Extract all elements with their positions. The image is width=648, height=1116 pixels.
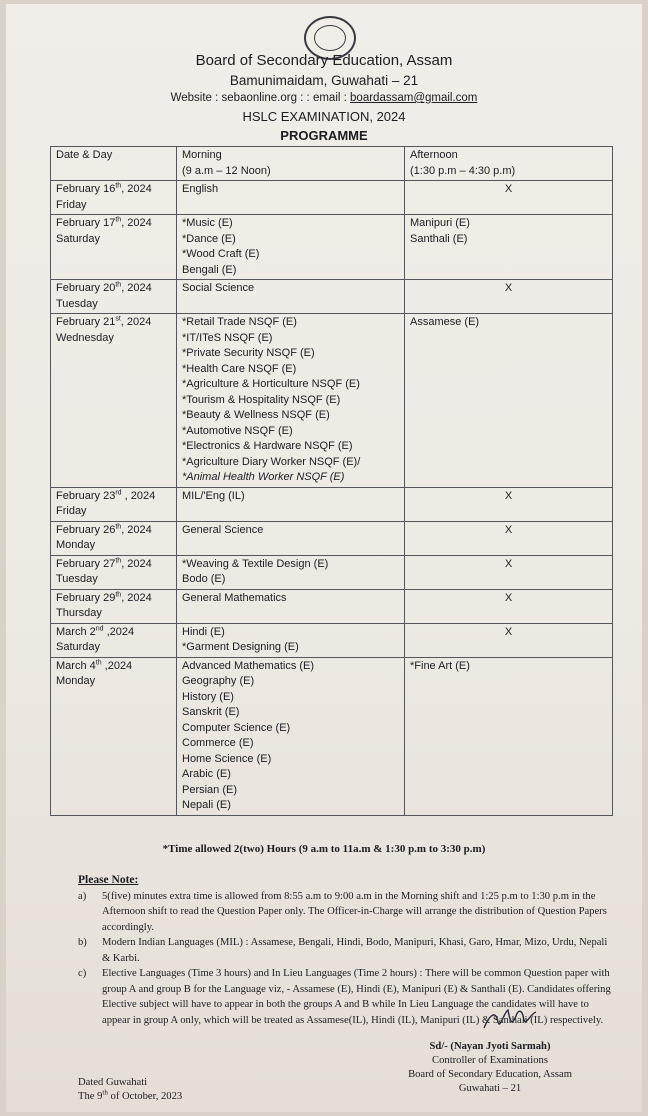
table-row [51, 589, 613, 623]
handwritten-signature [480, 1004, 540, 1034]
subject-item: Santhali (E) [410, 232, 468, 245]
no-exam-mark: X [504, 523, 513, 536]
col-morning-header: Morning (9 a.m – 12 Noon) [177, 147, 405, 181]
subject-item: Persian (E) [182, 783, 238, 796]
no-exam-mark: X [504, 489, 513, 502]
subject-item: *IT/ITeS NSQF (E) [182, 331, 273, 344]
morning-cell [177, 487, 405, 521]
date-cell: February 20th, 2024 Tuesday [51, 280, 177, 314]
afternoon-cell [405, 487, 613, 521]
subject-item: Hindi (E) [182, 625, 225, 638]
subject-item: *Electronics & Hardware NSQF (E) [182, 440, 353, 452]
morning-cell [177, 215, 405, 280]
signatory-place: Guwahati – 21 [458, 1083, 522, 1094]
subject-item: English [182, 183, 219, 195]
afternoon-cell [405, 280, 613, 314]
subject-item: *Fine Art (E) [410, 659, 470, 672]
date-cell: February 27th, 2024 Tuesday [51, 555, 177, 589]
table-row [51, 280, 613, 314]
signatory-org: Board of Secondary Education, Assam [408, 1069, 572, 1080]
table-row [51, 657, 613, 815]
morning-cell [177, 589, 405, 623]
morning-cell [177, 521, 405, 555]
subject-item: *Agriculture Diary Worker NSQF (E)/ [182, 455, 361, 468]
date-cell: February 26th, 2024 Monday [51, 521, 177, 555]
afternoon-cell [405, 623, 613, 657]
afternoon-cell [405, 314, 613, 488]
morning-cell [177, 280, 405, 314]
subject-item: *Beauty & Wellness NSQF (E) [182, 409, 330, 421]
exam-title: HSLC EXAMINATION, 2024 [242, 109, 406, 124]
no-exam-mark: X [504, 183, 513, 195]
subject-item: *Wood Craft (E) [182, 248, 260, 260]
date-cell: February 21st, 2024 Wednesday [51, 314, 177, 488]
date-cell: February 16th, 2024 Friday [51, 181, 177, 215]
morning-cell [177, 657, 405, 815]
programme-title: PROGRAMME [280, 128, 368, 143]
subject-item: Commerce (E) [182, 737, 254, 749]
morning-cell [177, 314, 405, 488]
subject-item: General Mathematics [182, 591, 287, 604]
signature-block [380, 1040, 600, 1096]
subject-item: *Weaving & Textile Design (E) [182, 557, 329, 570]
subject-item: *Tourism & Hospitality NSQF (E) [182, 393, 341, 406]
subject-item: *Animal Health Worker NSQF (E) [182, 471, 345, 483]
table-row [51, 487, 613, 521]
org-address: Bamunimaidam, Guwahati – 21 [229, 73, 419, 88]
col-date-header: Date & Day [51, 147, 177, 181]
afternoon-cell [405, 589, 613, 623]
table-row [51, 521, 613, 555]
subject-item: Geography (E) [182, 675, 255, 687]
time-allowed-note: *Time allowed 2(two) Hours (9 a.m to 11a.m & 1:30 p.m to 3:30 p.m) [162, 843, 486, 855]
note-item: a) 5(five) minutes extra time is allowed from 8:55 a.m to 9:00 a.m in the Morning shift and 1:25 p.m to 1:30 p.m in the Afternoon shift to read the Question Paper only. The Officer-in-Charge will arrange the distribution of Question Papers accordingly. [78, 890, 607, 933]
afternoon-cell [405, 555, 613, 589]
date-cell: February 23rd , 2024 Friday [51, 487, 177, 521]
morning-cell [177, 623, 405, 657]
no-exam-mark: X [504, 625, 513, 638]
subject-item: *Retail Trade NSQF (E) [182, 316, 297, 328]
subject-item: *Agriculture & Horticulture NSQF (E) [182, 378, 360, 390]
afternoon-cell [405, 521, 613, 555]
no-exam-mark: X [504, 282, 513, 294]
contact-line: Website : sebaonline.org : : email : boardassam@gmail.com [170, 92, 478, 104]
email-link[interactable]: boardassam@gmail.com [350, 92, 478, 104]
date-cell: February 17th, 2024 Saturday [51, 215, 177, 280]
subject-item: History (E) [182, 690, 234, 703]
table-row [51, 623, 613, 657]
afternoon-cell [405, 657, 613, 815]
subject-item: Bodo (E) [182, 573, 226, 585]
afternoon-cell [405, 215, 613, 280]
dated-block: Dated Guwahati The 9th of October, 2023 [78, 1077, 183, 1102]
subject-item: Home Science (E) [182, 752, 272, 765]
table-header-row [51, 147, 613, 181]
signatory-name: Sd/- (Nayan Jyoti Sarmah) [429, 1041, 551, 1052]
date-cell: March 2nd ,2024 Saturday [51, 623, 177, 657]
col-afternoon-header: Afternoon (1:30 p.m – 4:30 p.m) [405, 147, 613, 181]
subject-item: Assamese (E) [410, 316, 480, 328]
note-item: c) Elective Languages (Time 3 hours) and In Lieu Languages (Time 2 hours) : There will be common Question paper with group A and group B for the Language viz, - Assamese (E), Hindi (E), Manipuri (E) & Santhali (E). Candidates offering Elective subject will have to appear in both the groups A and B while In Lieu Language the candidates will have to appear in group A only, which will be treated as Assamese(IL), Hindi (IL), Manipuri (IL) & Santhali (IL) respectively. [78, 968, 611, 1026]
subject-item: Nepali (E) [182, 799, 231, 811]
subject-item: General Science [182, 523, 264, 536]
subject-item: MIL/'Eng (IL) [182, 489, 245, 502]
org-title: Board of Secondary Education, Assam [195, 52, 453, 69]
subject-item: Social Science [182, 282, 255, 294]
exam-programme-table [50, 146, 613, 816]
note-item: b) Modern Indian Languages (MIL) : Assamese, Bengali, Hindi, Bodo, Manipuri, Khasi, Garo, Hmar, Mizo, Urdu, Nepali & Karbi. [78, 937, 608, 964]
table-row [51, 215, 613, 280]
table-row [51, 181, 613, 215]
subject-item: *Music (E) [182, 217, 233, 229]
date-cell: March 4th ,2024 Monday [51, 657, 177, 815]
date-cell: February 29th, 2024 Thursday [51, 589, 177, 623]
subject-item: *Garment Designing (E) [182, 641, 299, 653]
afternoon-cell [405, 181, 613, 215]
table-row [51, 555, 613, 589]
subject-item: Sanskrit (E) [182, 706, 240, 718]
morning-cell [177, 555, 405, 589]
no-exam-mark: X [504, 557, 513, 570]
subject-item: Computer Science (E) [182, 721, 291, 734]
no-exam-mark: X [504, 591, 513, 604]
table-row [51, 314, 613, 488]
notes-title: Please Note: [78, 874, 139, 886]
subject-item: Arabic (E) [182, 768, 231, 780]
subject-item: *Automotive NSQF (E) [182, 424, 293, 437]
subject-item: *Health Care NSQF (E) [182, 362, 297, 375]
signatory-title: Controller of Examinations [432, 1055, 548, 1066]
subject-item: *Dance (E) [182, 232, 236, 245]
subject-item: Manipuri (E) [410, 217, 470, 229]
subject-item: Advanced Mathematics (E) [182, 659, 315, 672]
morning-cell [177, 181, 405, 215]
subject-item: Bengali (E) [182, 263, 237, 276]
subject-item: *Private Security NSQF (E) [182, 347, 315, 359]
